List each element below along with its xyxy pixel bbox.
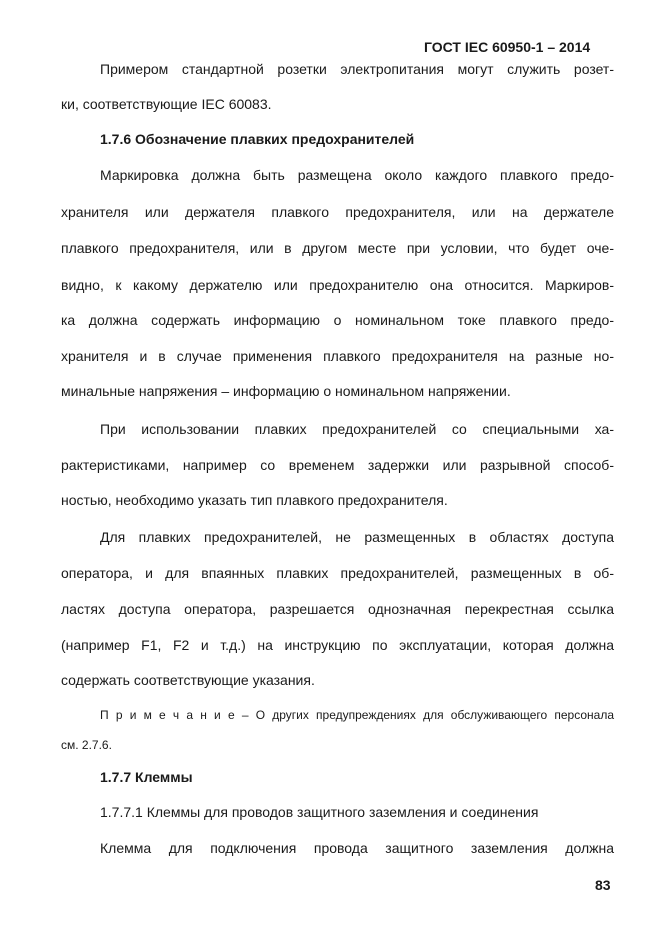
paragraph-line: ластях доступа оператора, разрешается однозначная перекрестная ссылка	[61, 601, 614, 617]
paragraph-line: содержать соответствующие указания.	[61, 672, 315, 688]
paragraph-line: плавкого предохранителя, или в другом месте при условии, что будет оче-	[61, 240, 614, 256]
paragraph-line: Для плавких предохранителей, не размещенных в областях доступа	[100, 529, 614, 545]
paragraph-line: оператора, и для впаянных плавких предохранителей, размещенных в об-	[61, 565, 614, 581]
paragraph-line: ностью, необходимо указать тип плавкого предохранителя.	[61, 492, 448, 508]
standard-header: ГОСТ IEC 60950-1 – 2014	[424, 39, 591, 55]
paragraph-line: хранителя и в случае применения плавкого предохранителя на разные но-	[61, 348, 614, 364]
page-number: 83	[595, 877, 611, 893]
paragraph-line: видно, к какому держателю или предохранителю она относится. Маркиров-	[61, 277, 614, 293]
section-heading: 1.7.6 Обозначение плавких предохранителей	[100, 131, 415, 147]
subsection-heading: 1.7.7.1 Клеммы для проводов защитного заземления и соединения	[100, 804, 539, 820]
paragraph-line: Клемма для подключения провода защитного заземления должна	[100, 840, 614, 856]
paragraph-line: (например F1, F2 и т.д.) на инструкцию по эксплуатации, которая должна	[61, 637, 614, 653]
paragraph-line: рактеристиками, например со временем задержки или разрывной способ-	[61, 457, 614, 473]
paragraph-line: минальные напряжения – информацию о номинальном напряжении.	[61, 383, 511, 399]
section-heading: 1.7.7 Клеммы	[100, 769, 193, 785]
paragraph-line: При использовании плавких предохранителей со специальными ха-	[100, 421, 614, 437]
paragraph-line: хранителя или держателя плавкого предохранителя, или на держателе	[61, 204, 614, 220]
note-line: см. 2.7.6.	[61, 738, 112, 752]
paragraph-line: ка должна содержать информацию о номинальном токе плавкого предо-	[61, 312, 614, 328]
paragraph-line: Примером стандартной розетки электропитания могут служить розет-	[100, 61, 614, 77]
paragraph-line: Маркировка должна быть размещена около каждого плавкого предо-	[100, 167, 614, 183]
paragraph-line: ки, соответствующие IEC 60083.	[61, 96, 272, 112]
note-line: П р и м е ч а н и е – О других предупреждениях для обслуживающего персонала	[100, 708, 614, 722]
